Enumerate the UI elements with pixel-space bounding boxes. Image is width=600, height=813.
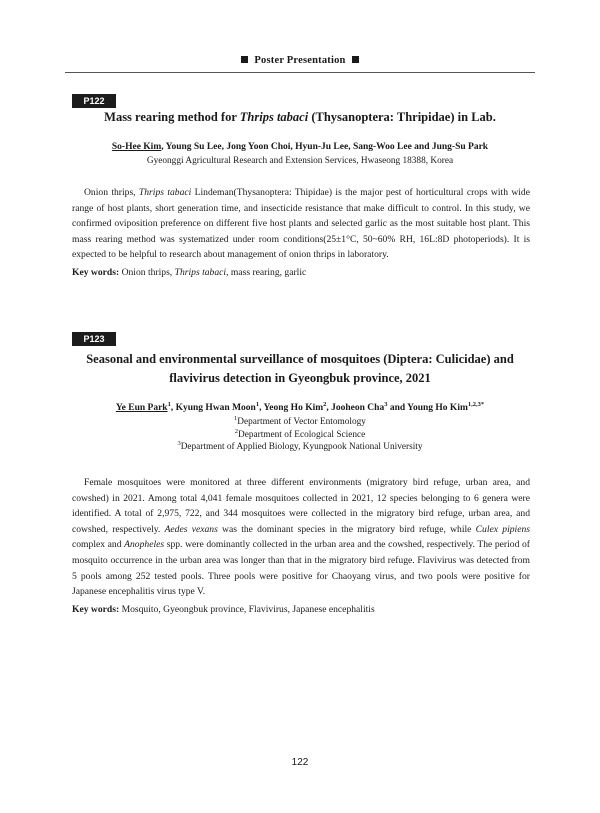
author-name: and Young Ho Kim xyxy=(387,403,468,413)
abstract-species: Thrips tabaci xyxy=(138,187,192,198)
affiliation-sup: 2 xyxy=(234,427,238,435)
section-header-label: Poster Presentation xyxy=(254,55,346,66)
poster-id-badge: P122 xyxy=(72,94,116,108)
abstract-species: Culex pipiens xyxy=(475,523,530,535)
author-affil-sup: 3 xyxy=(384,401,388,408)
presenting-author: So-Hee Kim xyxy=(111,142,162,152)
title-species: Thrips tabaci xyxy=(239,110,309,124)
affiliation xyxy=(70,429,530,442)
affiliation-sup: 3 xyxy=(177,440,181,447)
title-line: flavivirus detection in Gyeongbuk province, 2021 xyxy=(169,371,431,385)
square-bullet-icon xyxy=(241,56,248,63)
author-name: , Yeong Ho Kim xyxy=(259,403,324,413)
title-part: Mass rearing method for xyxy=(104,110,240,124)
abstract-text: Lindeman(Thysanoptera: Thipidae) is the major pest of horticultural crops with wide range of host plants, short generation time, and insecticide resistance that make difficult to control. In this study, we confirmed oviposition preference on different five host plants and selected garlic as the most suitable host plant. This mass rearing method was systematized under room conditions(25±1°C, 50~60% RH, 16L:8D photoperiods). It is expected to be helpful to research about management of onion thrips in laboratory. xyxy=(72,187,530,261)
abstract-species: Anopheles xyxy=(124,539,165,551)
poster-id-badge: P123 xyxy=(72,332,116,346)
abstract xyxy=(72,475,530,600)
author-affil-sup: 1,2,3* xyxy=(467,401,485,408)
affiliation xyxy=(70,416,530,429)
author-list xyxy=(70,141,530,154)
title-part: (Thysanoptera: Thripidae) in Lab. xyxy=(308,110,496,124)
presenting-author: Ye Eun Park xyxy=(115,403,168,413)
abstract-text: Onion thrips, xyxy=(84,187,139,198)
poster-title xyxy=(70,108,530,127)
title-line: Seasonal and environmental surveillance of mosquitoes (Diptera: Culicidae) and xyxy=(86,352,514,366)
affiliation-text: Department of Applied Biology, Kyungpook National University xyxy=(180,442,423,452)
keywords xyxy=(72,266,530,280)
author-affil-sup: 1 xyxy=(167,401,171,408)
keyword-text: Mosquito, Gyeongbuk province, Flavivirus, Japanese encephalitis xyxy=(119,604,375,615)
keywords-label: Key words: xyxy=(72,267,120,278)
abstract-species: Aedes vexans xyxy=(164,523,218,535)
abstract-text: was the dominant species in the migratory bird refuge, while xyxy=(217,523,476,535)
keyword-species: Thrips tabaci xyxy=(174,267,227,278)
co-authors: , Young Su Lee, Jong Yoon Choi, Hyun-Ju Lee, Sang-Woo Lee and Jung-Su Park xyxy=(161,142,489,152)
affiliation-text: Department of Ecological Science xyxy=(237,429,366,440)
affiliation: Gyeonggi Agricultural Research and Extension Services, Hwaseong 18388, Korea xyxy=(146,156,454,166)
affiliation-text: Department of Vector Entomology xyxy=(237,417,366,427)
abstract-text: complex and xyxy=(72,539,125,551)
keyword-text: , mass rearing, garlic xyxy=(226,267,307,278)
section-header xyxy=(0,55,600,66)
author-name: , Jooheon Cha xyxy=(326,403,385,413)
author-list xyxy=(70,402,530,415)
affiliation-list xyxy=(70,416,530,454)
abstract xyxy=(72,185,530,263)
author-name: , Kyung Hwan Moon xyxy=(170,403,256,413)
keywords xyxy=(72,603,530,617)
keywords-label: Key words: xyxy=(72,604,120,615)
header-divider xyxy=(65,72,535,73)
page-number: 122 xyxy=(291,757,309,768)
square-bullet-icon xyxy=(352,56,359,63)
author-affil-sup: 2 xyxy=(323,401,327,408)
abstract-text: Female mosquitoes were monitored at three different environments (migratory bird refuge, urban area, and cowshed) in 2021. Among total 4,041 female mosquitoes collected in 2021, 12 species belonging to 6 genera were identified. A total of 2,975, 722, and 344 mosquitoes were collected in the migratory bird refuge, urban area, and cowshed, respectively. xyxy=(72,477,530,535)
affiliation-sup: 1 xyxy=(234,415,238,422)
abstract-text: spp. were dominantly collected in the urban area and the cowshed, respectively. The period of mosquito occurrence in the urban area was longer than that in the migratory bird refuge. Flavivirus was detected from 5 pools among 252 tested pools. Three pools were positive for Chaoyang virus, and two pools were positive for Japanese encephalitis virus type V. xyxy=(72,539,530,598)
affiliation xyxy=(70,441,530,454)
poster-title xyxy=(70,350,530,388)
keyword-text: Onion thrips, xyxy=(119,267,175,278)
author-affil-sup: 1 xyxy=(255,401,260,408)
